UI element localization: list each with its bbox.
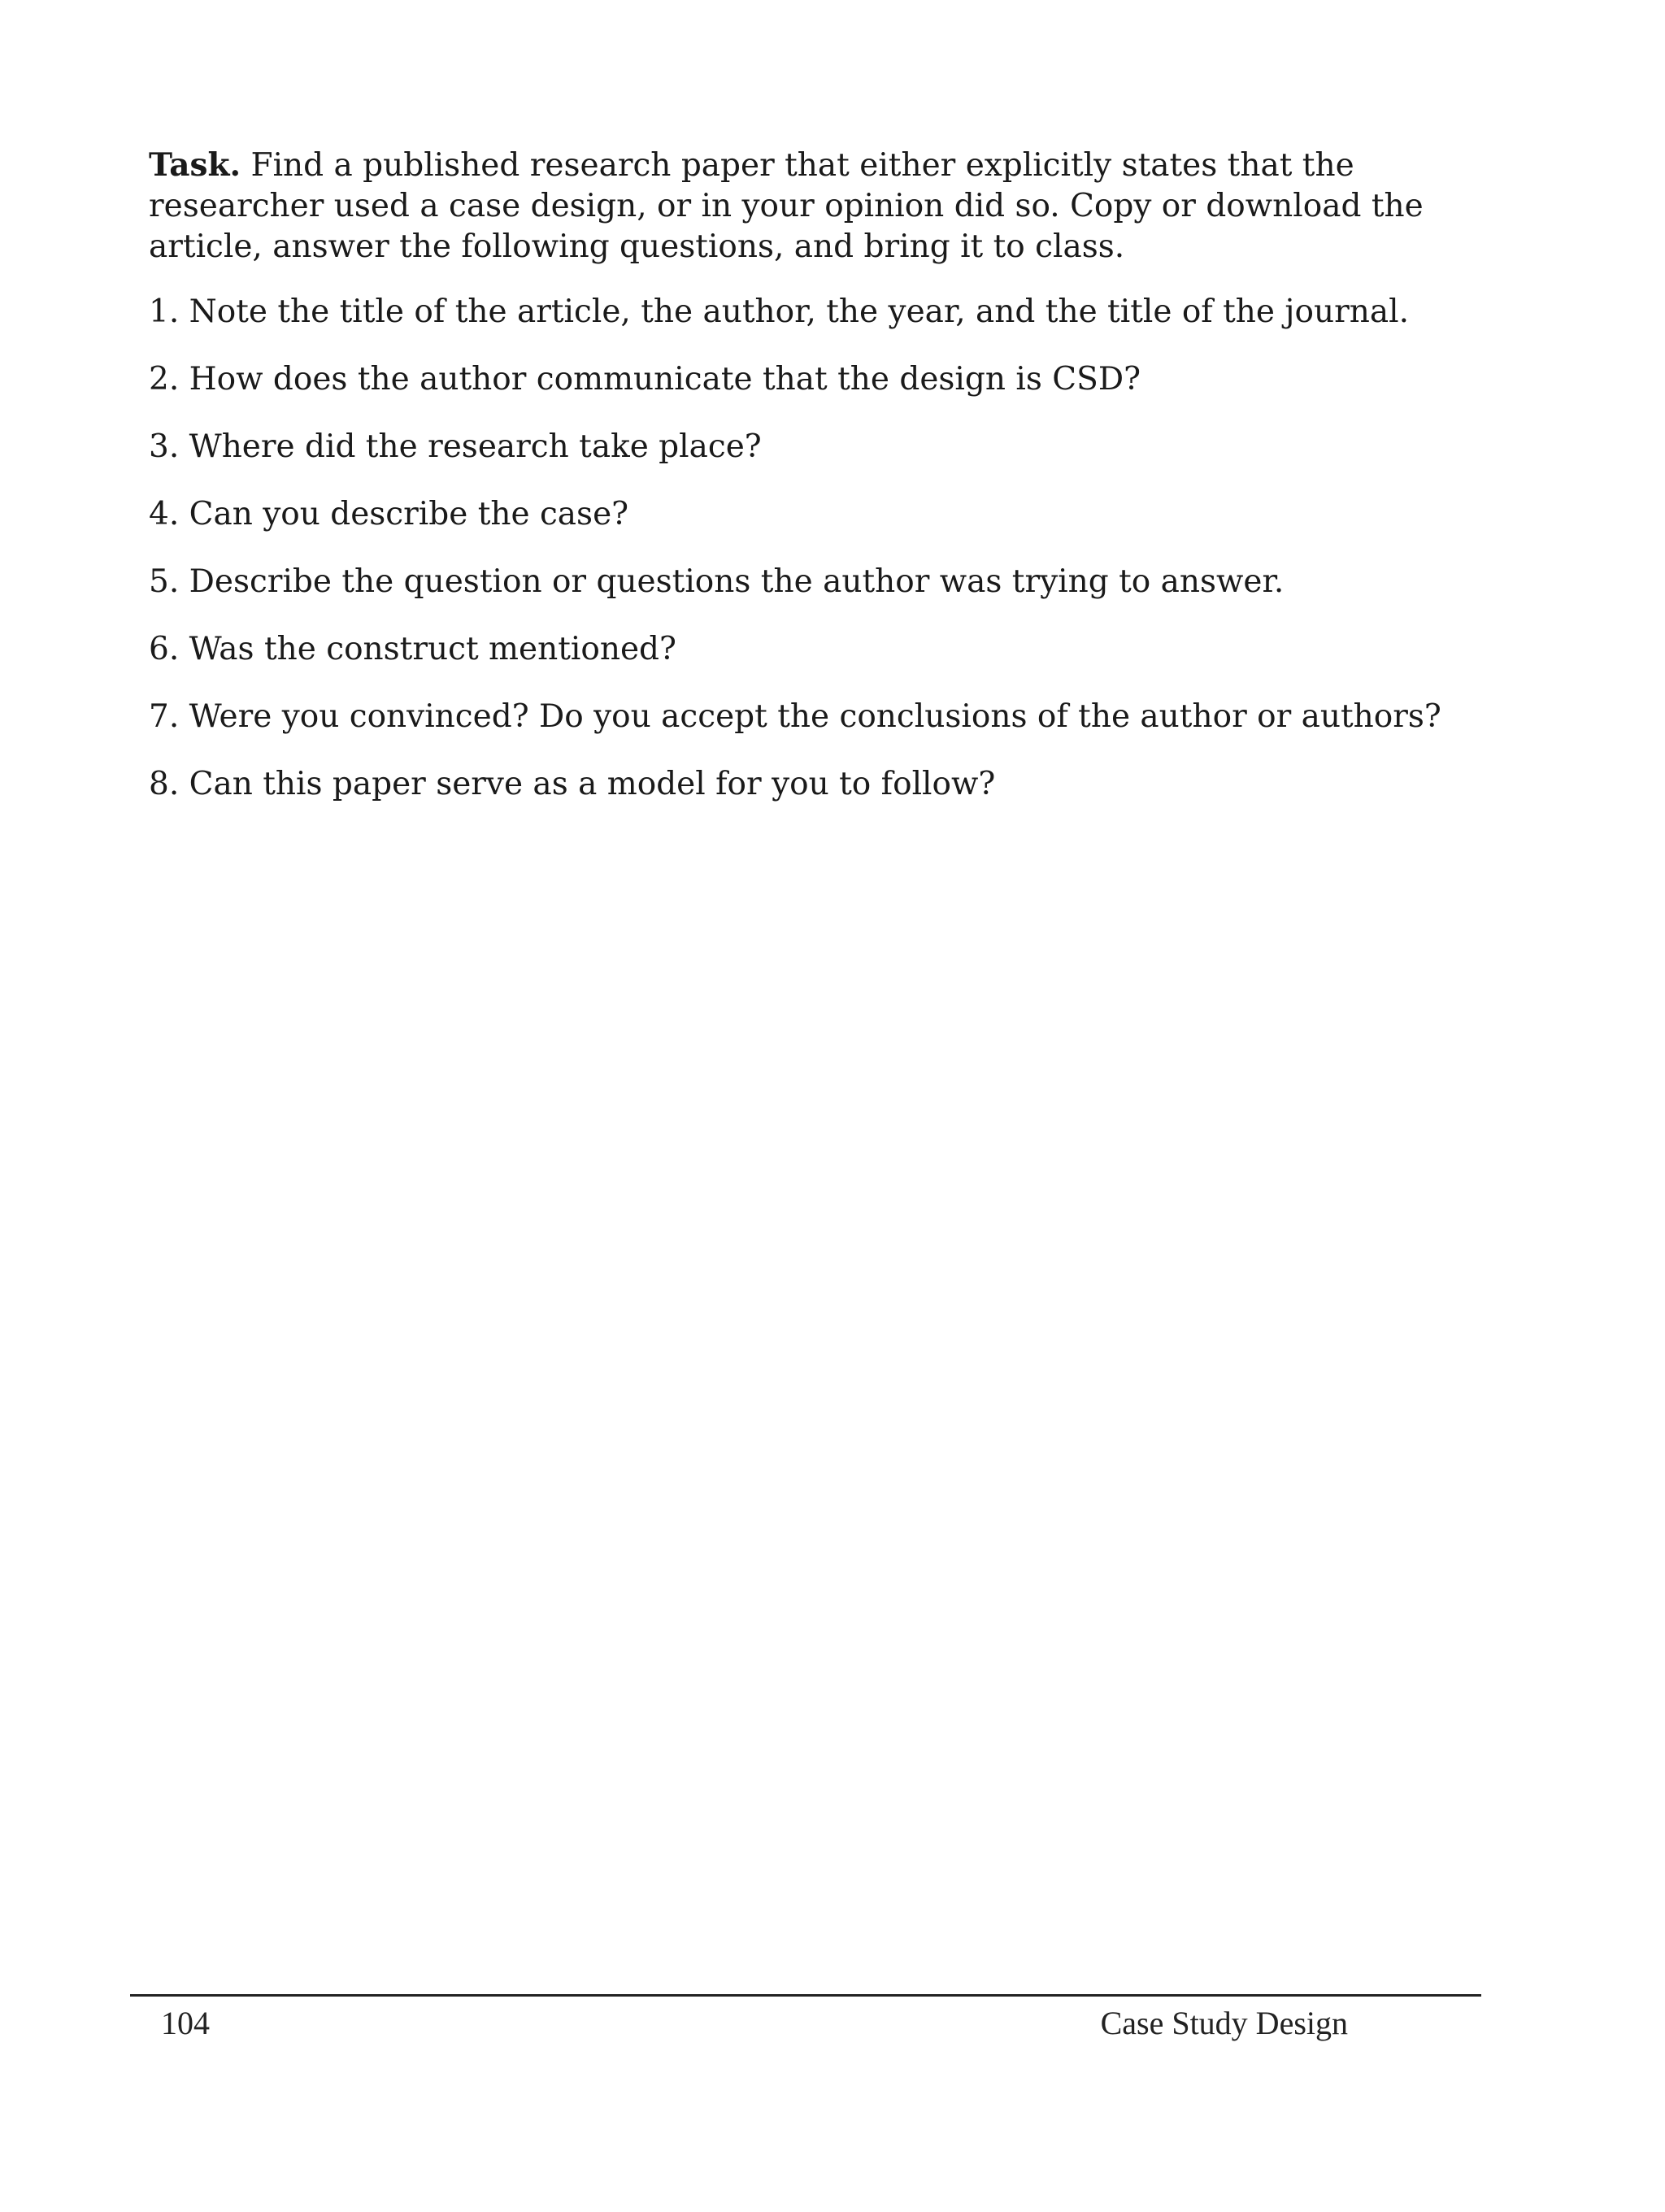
page-number: 104	[161, 2005, 210, 2041]
question-3: 3. Where did the research take place?	[149, 428, 762, 465]
question-5: 5. Describe the question or questions the author was trying to answer.	[149, 563, 1285, 600]
footer-divider	[130, 1994, 1481, 1997]
question-8: 8. Can this paper serve as a model for you to follow?	[149, 766, 996, 802]
task-label: Task.	[149, 146, 241, 184]
question-2: 2. How does the author communicate that the design is CSD?	[149, 361, 1141, 398]
question-7: 7. Were you convinced? Do you accept the conclusions of the author or authors?	[149, 698, 1441, 735]
question-4: 4. Can you describe the case?	[149, 496, 629, 532]
task-paragraph	[149, 145, 1506, 267]
running-title: Case Study Design	[1100, 2005, 1348, 2041]
question-1: 1. Note the title of the article, the author, the year, and the title of the journal.	[149, 293, 1409, 330]
page-content	[149, 145, 1506, 832]
task-text: Find a published research paper that either explicitly states that the researcher used a case design, or in your opinion did so. Copy or download the article, answer the following questions, and bring it to class.	[149, 147, 1424, 265]
question-6: 6. Was the construct mentioned?	[149, 631, 676, 667]
